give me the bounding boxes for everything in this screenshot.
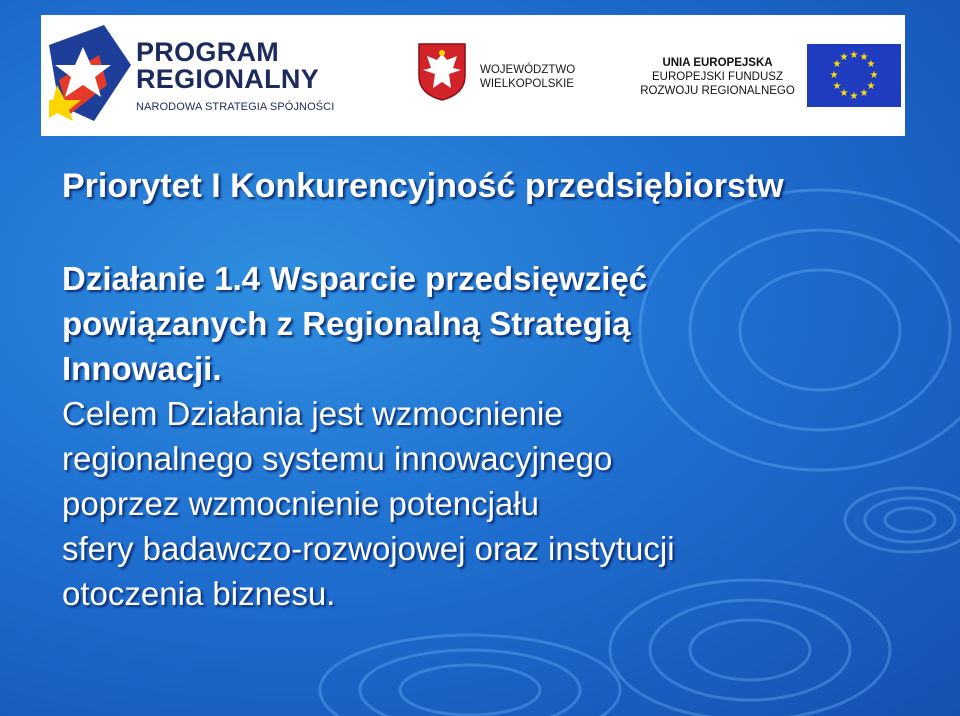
priority-heading: Priorytet I Konkurencyjność przedsiębiorstw: [62, 167, 784, 205]
program-subtitle: NARODOWA STRATEGIA SPÓJNOŚCI: [136, 101, 335, 113]
svg-text:★: ★: [829, 70, 839, 81]
logo-bar: [41, 15, 905, 136]
action-line: Działanie 1.4 Wsparcie przedsięwzięć: [62, 260, 648, 297]
eu-fund-name: [637, 56, 798, 98]
svg-text:★: ★: [839, 88, 849, 99]
svg-text:★: ★: [839, 52, 849, 63]
svg-text:★: ★: [869, 70, 879, 81]
action-line: powiązanych z Regionalną Strategią: [62, 305, 631, 342]
eu-line2: EUROPEJSKI FUNDUSZ: [652, 71, 783, 83]
eu-flag-icon: [807, 44, 901, 107]
wielkopolska-coat-of-arms-icon: [417, 42, 467, 102]
program-regionalny-title: [136, 39, 319, 93]
svg-text:★: ★: [866, 81, 876, 92]
svg-text:★: ★: [866, 59, 876, 70]
eu-line3: ROZWOJU REGIONALNEGO: [640, 85, 795, 97]
voivodeship-line1: WOJEWÓDZTWO: [480, 64, 576, 76]
description-line: otoczenia biznesu.: [62, 575, 336, 612]
program-title-line2: REGIONALNY: [136, 64, 320, 94]
action-line: Innowacji.: [62, 350, 222, 387]
description-line: Celem Działania jest wzmocnienie: [62, 395, 563, 432]
description-line: poprzez wzmocnienie potencjału: [62, 485, 539, 522]
voivodeship-name: [480, 63, 575, 91]
svg-text:★: ★: [849, 91, 859, 102]
svg-text:★: ★: [832, 59, 842, 70]
program-title-line1: PROGRAM: [136, 37, 280, 67]
svg-text:★: ★: [859, 52, 869, 63]
svg-text:★: ★: [832, 81, 842, 92]
svg-text:★: ★: [859, 88, 869, 99]
svg-text:★: ★: [849, 50, 859, 61]
slide-body: [62, 256, 862, 616]
description-line: regionalnego systemu innowacyjnego: [62, 440, 613, 477]
program-regionalny-star-logo-icon: [49, 25, 131, 121]
voivodeship-line2: WIELKOPOLSKIE: [480, 78, 574, 90]
eu-line1: UNIA EUROPEJSKA: [662, 57, 773, 69]
description-line: sfery badawczo-rozwojowej oraz instytucji: [62, 530, 675, 567]
